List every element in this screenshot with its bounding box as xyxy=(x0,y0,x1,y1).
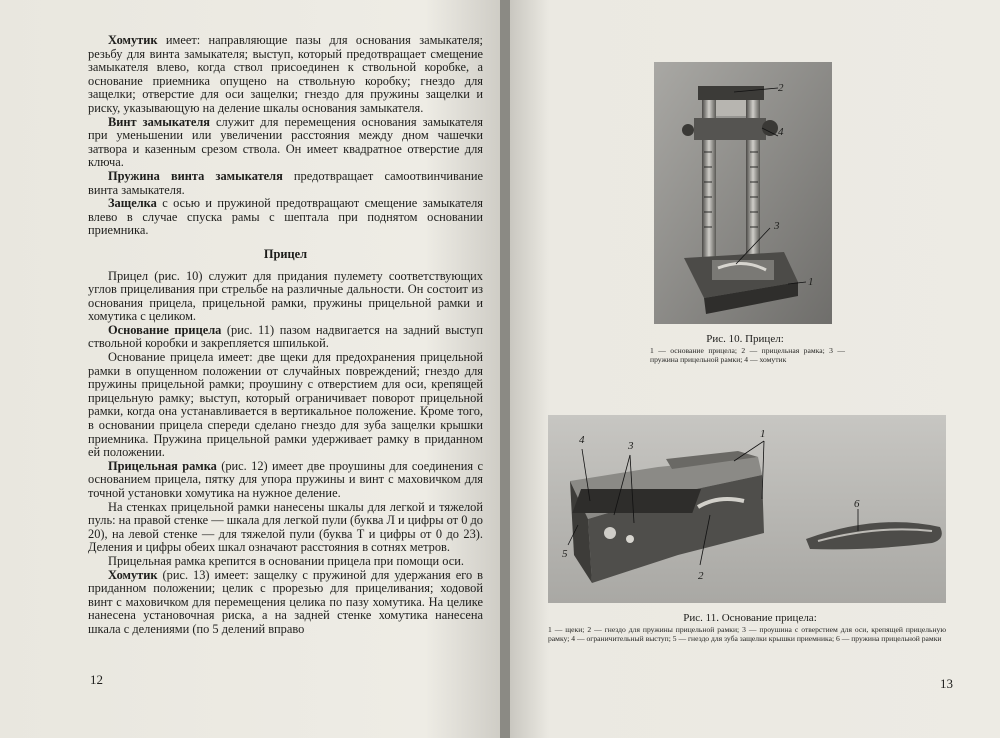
paragraph-body: (рис. 13) имеет: защелку с пружиной для удержания его в приданном положении; целик с прорезью для прицеливания; ходовой винт с маховичком для перемещения целика по пазу хомутика. На целике нанесена установочная риска, а на задней стенке хомутика нанесена шкала с делениями (по 5 делений вправо xyxy=(88,567,483,636)
paragraph-lead-term: Пружина винта замыкателя xyxy=(108,168,283,183)
left-page-text xyxy=(88,34,483,637)
fig11-callout-4: 4 xyxy=(579,434,585,446)
paragraph-body: На стенках прицельной рамки нанесены шкалы для легкой и тяжелой пуль: на правой стенке — шкала для легкой пули (буква Л и цифры от 0 до 20), на левой стенке — для тяжелой пули (буква Т и цифры от 0 до 23). Деления и цифры обеих шкал означают расстояния в сотнях метров. xyxy=(88,499,483,555)
fig11-callout-6: 6 xyxy=(854,498,860,510)
fig10-callout-1: 1 xyxy=(808,276,814,288)
paragraph-lead-term: Прицельная рамка xyxy=(108,458,217,473)
paragraph-lead-term: Защелка xyxy=(108,196,157,211)
fig10-caption-title: Рис. 10. Прицел: xyxy=(706,333,784,345)
fig10-callout-2: 2 xyxy=(778,82,784,94)
text-paragraph xyxy=(88,460,483,501)
fig11-callout-5: 5 xyxy=(562,548,568,560)
fig10-caption-legend: 1 — основание прицела; 2 — прицельная рамка; 3 — пружина прицельной рамки; 4 — хомутик xyxy=(650,346,845,364)
paragraph-lead-term: Винт замыкателя xyxy=(108,114,210,129)
fig11-caption-title: Рис. 11. Основание прицела: xyxy=(683,612,817,624)
fig11-callout-2: 2 xyxy=(698,570,704,582)
paragraph-body: имеет: направляющие пазы для основания замыкателя; резьбу для винта замыкателя; выступ, который предотвращает смещение замыкателя влево, когда ствол присоединен к ствольной коробке, а основание приемника опущено на ствольную коробку; гнездо для защелки; отверстие для оси защелки; гнездо для пружины защелки и риску, указывающую на деление шкалы основания замыкателя. xyxy=(88,33,483,115)
paragraph-body: с осью и пружиной предотвращают смещение замыкателя влево в случае спуска рамы с шептала при поднятом основании приемника. xyxy=(88,196,483,238)
paragraph-lead-term: Хомутик xyxy=(108,33,158,47)
fig10-callout-3: 3 xyxy=(774,220,780,232)
text-paragraph xyxy=(88,170,483,197)
paragraph-body: (рис. 12) имеет две проушины для соединения с основанием прицела, пятку для упора пружины и винт с маховичком для точной установки хомутика на нужное деление. xyxy=(88,458,483,500)
text-paragraph xyxy=(88,555,483,569)
page-number-right: 13 xyxy=(940,676,953,691)
book-gutter xyxy=(500,0,510,738)
paragraph-body: Прицел (рис. 10) служит для придания пулемету соответствующих углов прицеливания при стрельбе на различные дальности. Он состоит из основания прицела, прицельной рамки, пружины прицельной рамки и хомутика с целиком. xyxy=(88,268,483,324)
figure-11-photo xyxy=(548,415,946,603)
paragraph-lead-term: Хомутик xyxy=(108,567,158,582)
paragraph-body: служит для перемещения основания замыкателя при уменьшении или увеличении расстояния между дном чашечки затвора и казенным срезом ствола. Он имеет квадратное отверстие для ключа. xyxy=(88,114,483,170)
text-paragraph xyxy=(88,34,483,116)
paragraph-body: предотвращает самоотвинчивание винта замыкателя. xyxy=(88,168,484,197)
text-paragraph xyxy=(88,351,483,460)
text-paragraph xyxy=(88,569,483,637)
section-heading: Прицел xyxy=(263,246,308,261)
paragraph-body: (рис. 11) пазом надвигается на задний выступ ствольной коробки и закрепляется шпилькой. xyxy=(88,322,483,351)
paragraph-body: Основание прицела имеет: две щеки для предохранения прицельной рамки в опущенном положении от случайных повреждений; гнездо для пружины прицельной рамки; проушину с отверстием для оси, крепящей прицельную рамку; выступ, который ограничивает поворот прицельной рамки, когда она устанавливается в вертикальное положение. Кроме того, в основании прицела спереди сделано гнездо для зуба защелки крышки приемника. Пружина прицельной рамки удерживает рамку в приданном ей положении. xyxy=(88,350,483,460)
text-paragraph xyxy=(88,324,483,351)
text-paragraph xyxy=(88,501,483,555)
fig11-callout-3: 3 xyxy=(628,440,634,452)
text-paragraph xyxy=(88,270,483,324)
paragraph-body: Прицельная рамка крепится в основании прицела при помощи оси. xyxy=(108,553,464,568)
fig11-caption-legend: 1 — щеки; 2 — гнездо для пружины прицельной рамки; 3 — проушина с отверстием для оси, крепящей прицельную рамку; 4 — ограничительный выступ; 5 — гнездо для зуба защелки крышки приемника; 6 — пружина прицельной рамки xyxy=(548,625,946,643)
paragraph-lead-term: Основание прицела xyxy=(108,322,222,337)
fig11-callout-1: 1 xyxy=(760,428,766,440)
text-paragraph xyxy=(88,197,483,238)
fig10-callout-4: 4 xyxy=(778,126,784,138)
figure-10-photo xyxy=(654,62,832,324)
text-paragraph xyxy=(88,116,483,170)
page-number-left: 12 xyxy=(90,672,103,687)
